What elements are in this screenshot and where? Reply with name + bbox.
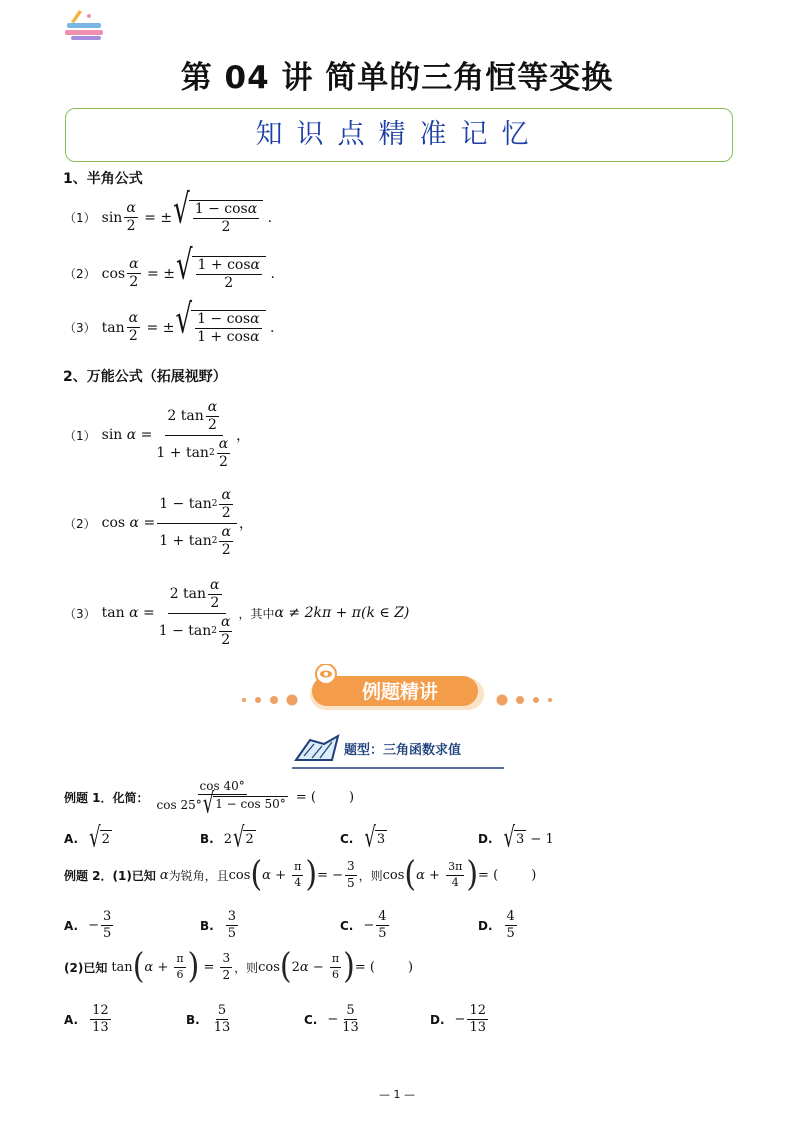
example-2-part-1: 例题 2．(1)已知 α 为锐角，且 cos ( α + $\frac{\pi}{4}$ ) = − $\frac{3}{5}$ ，则 cos ( α + $\frac{3\pi}{4}$ ) = ( ) [64, 854, 537, 895]
universal-formula-1: （1） sin α = 2 tan $\frac{\alpha}{2}$ 1 + tan 2 $\frac{\alpha}{2}$ ， [64, 399, 251, 471]
formula-top: 1 − tan [159, 496, 212, 513]
option-text: 3 [376, 832, 386, 847]
formula-number: （1） [64, 211, 96, 226]
type-banner-text: 题型：三角函数求值 [344, 743, 462, 758]
ex2b-option-b[interactable] [186, 1004, 234, 1036]
option-num: 5 [344, 1004, 356, 1020]
ex1-option-a[interactable]: A. √ 2 [64, 821, 110, 855]
formula-number: （2） [64, 516, 96, 531]
option-letter: B. [200, 832, 214, 846]
example-1-numerator: cos 40° [198, 780, 247, 795]
example-2-mid: 为锐角，且 [168, 868, 229, 883]
formula-number: （1） [64, 428, 96, 443]
formula-lhs: tan [101, 605, 125, 622]
example-1-den-a: cos 25° [156, 797, 202, 812]
option-letter: B. [186, 1012, 200, 1027]
formula-bot: 1 + tan [159, 532, 212, 549]
option-den: 5 [227, 926, 236, 942]
option-letter: A. [64, 1012, 79, 1027]
ex2-option-c[interactable] [340, 910, 391, 942]
rhs-den: 2 [222, 967, 231, 982]
logo-icon [63, 8, 107, 42]
ex1-option-c[interactable]: C. √ 3 [340, 821, 386, 855]
example-2b-label: (2)已知 [64, 960, 108, 975]
option-sign: − [454, 1012, 466, 1028]
option-letter: A. [64, 832, 79, 846]
example-1-den-b: 1 − cos 50° [213, 796, 288, 814]
example-1-label: 例题 1．化简： [64, 790, 149, 805]
examples-banner-text: 例题精讲 [361, 681, 439, 703]
example-2b-tail: = ( ) [354, 959, 414, 975]
ex2b-option-d[interactable] [430, 1004, 490, 1036]
ex2b-option-c[interactable] [304, 1004, 363, 1036]
formula-condition: α ≠ 2kπ + π(k ∈ Z) [274, 605, 410, 622]
formula-den-text: 1 + cos [197, 329, 251, 346]
ex1-option-b[interactable]: B. 2 √ 2 [200, 821, 254, 855]
option-text: 3 [516, 832, 525, 847]
formula-lhs: cos [101, 515, 126, 532]
option-letter: B. [200, 918, 214, 933]
formula-lhs: sin [101, 427, 123, 444]
example-2b-then: ，则 [234, 960, 259, 975]
option-den: 5 [102, 926, 112, 942]
ex2-option-a[interactable] [64, 910, 115, 942]
formula-num-text: 1 + cos [197, 257, 251, 273]
rhs-den: 5 [346, 875, 355, 890]
example-1-tail: = ( ) [291, 789, 355, 805]
formula-number: （3） [64, 606, 96, 621]
rhs-num: 3 [345, 860, 357, 875]
option-den: 5 [506, 926, 515, 942]
page-title: 第 04 讲 简单的三角恒等变换 [180, 60, 614, 96]
formula-bot: 1 + tan [156, 444, 209, 461]
formula-tail: ， [238, 516, 253, 533]
formula-func: tan [101, 319, 125, 336]
half-angle-formula-1: （1） sin $\frac{\alpha}{2}$ = ± √ $\frac{1 - \cos\alpha}{2}$ . [64, 187, 273, 236]
formula-den-text: 2 [224, 275, 234, 292]
option-letter: C. [340, 832, 354, 846]
half-angle-formula-2: （2） cos $\frac{\alpha}{2}$ = ± √ $\frac{1 + \cos\alpha}{2}$ . [64, 243, 275, 292]
universal-formula-3: （3） tan α = 2 tan $\frac{\alpha}{2}$ 1 − tan 2 $\frac{\alpha}{2}$ ，其中 α ≠ 2kπ + π(k ∈ Z) [64, 577, 410, 649]
option-num: 4 [505, 910, 517, 926]
option-text: 2 [245, 832, 254, 847]
formula-tail: ， [236, 428, 251, 445]
ex1-option-d[interactable]: D. √ 3 − 1 [478, 821, 554, 855]
option-num: 3 [101, 910, 113, 926]
section2-heading: 2、万能公式（拓展视野） [63, 369, 227, 385]
rhs-num: 3 [220, 952, 232, 967]
formula-bot: 1 − tan [158, 622, 212, 639]
option-letter: A. [64, 918, 79, 933]
page-number: — 1 — [379, 1088, 415, 1101]
formula-tail: ，其中 [238, 606, 275, 621]
formula-top: 2 tan [169, 586, 207, 603]
formula-func: cos [101, 265, 126, 282]
knowledge-banner [65, 108, 733, 162]
examples-banner [240, 664, 554, 712]
option-letter: D. [478, 918, 493, 933]
option-letter: C. [304, 1012, 318, 1027]
section1-heading: 1、半角公式 [63, 171, 143, 187]
option-num: 12 [467, 1004, 488, 1020]
option-num: 12 [90, 1004, 111, 1020]
knowledge-banner-text: 知识点精准记忆 [255, 119, 543, 150]
option-sign: − [327, 1012, 339, 1028]
ex2b-option-a[interactable] [64, 1004, 113, 1036]
option-den: 13 [342, 1020, 359, 1036]
example-2-then: ，则 [358, 868, 383, 883]
example-2-rhs: = − [317, 867, 343, 883]
option-letter: D. [430, 1012, 445, 1027]
example-1: 例题 1．化简： cos 40° cos 25° √ 1 − cos 50° = ( ) [64, 779, 355, 821]
option-sign: − [88, 918, 99, 934]
half-angle-formula-3: （3） tan $\frac{\alpha}{2}$ = ± √ $\frac{1 - \cos\alpha}{1 + \cos\alpha}$ . [64, 297, 275, 346]
formula-num-text: 1 − cos [197, 311, 251, 327]
option-num: 5 [216, 1004, 228, 1020]
option-sign: − [363, 918, 375, 934]
option-letter: C. [340, 918, 354, 933]
option-den: 13 [469, 1020, 486, 1036]
formula-num-text: 1 − cos [194, 201, 248, 217]
type-banner [292, 730, 504, 770]
formula-top: 2 tan [167, 408, 204, 425]
formula-func: sin [101, 209, 123, 226]
example-2-label: 例题 2．(1)已知 [64, 868, 156, 883]
option-num: 3 [226, 910, 238, 926]
ex2-option-b[interactable] [200, 910, 240, 942]
option-den: 13 [213, 1020, 231, 1036]
option-num: 4 [376, 910, 388, 926]
formula-number: （3） [64, 321, 96, 336]
option-letter: D. [478, 832, 493, 846]
option-text: 2 [101, 832, 110, 847]
option-den: 5 [378, 926, 387, 942]
formula-number: （2） [64, 267, 96, 282]
universal-formula-2: （2） cos α = 1 − tan 2 $\frac{\alpha}{2}$ 1 + tan 2 $\frac{\alpha}{2}$ ， [64, 487, 253, 559]
example-2-part-2: (2)已知 tan ( α + $\frac{\pi}{6}$ ) = $\frac{3}{2}$ ，则 cos ( 2 α − $\frac{\pi}{6}$ ) = ( ) [64, 946, 414, 987]
formula-den-text: 2 [221, 219, 231, 236]
ex2-option-d[interactable] [478, 910, 519, 942]
example-2-tail: = ( ) [478, 867, 537, 883]
option-den: 13 [92, 1020, 109, 1036]
